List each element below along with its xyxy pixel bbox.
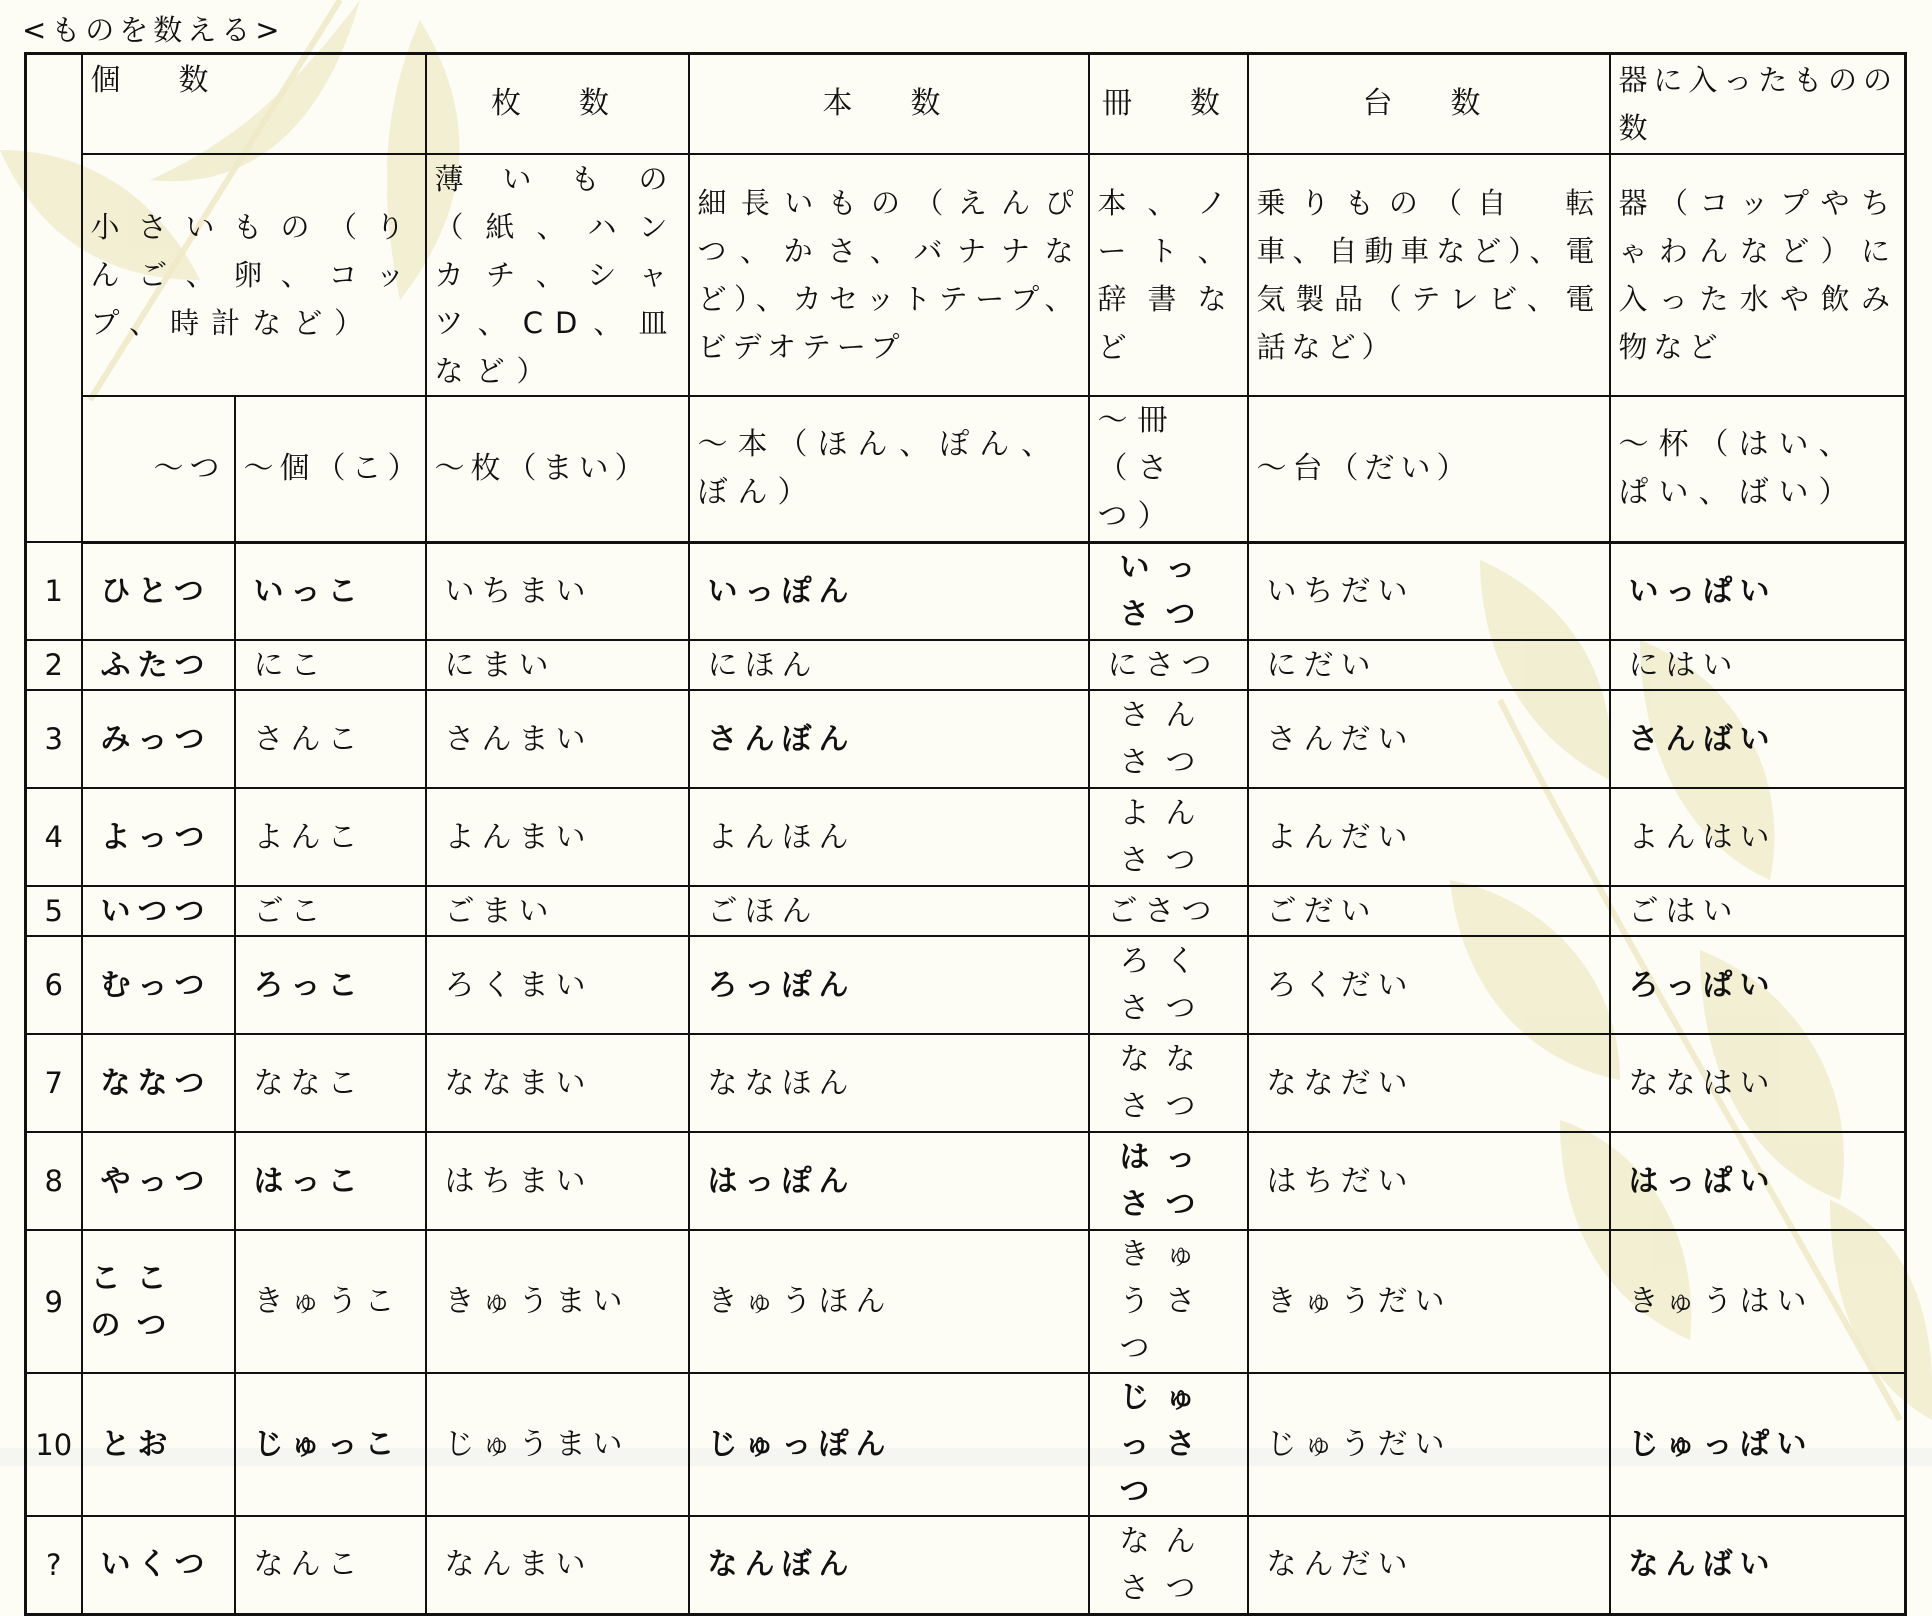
- header-haisuu: 器に入ったものの数: [1610, 54, 1906, 154]
- row-number: 8: [26, 1132, 82, 1230]
- desc-honsuu: 細長いもの（えんぴつ、かさ、バナナなど）、カセットテープ、ビデオテープ: [689, 154, 1089, 396]
- count-tsu: いくつ: [82, 1516, 235, 1614]
- row-number: 7: [26, 1034, 82, 1132]
- count-mai: なんまい: [426, 1516, 689, 1614]
- count-hon: さんぼん: [689, 690, 1089, 788]
- count-satsu: ろくさつ: [1089, 936, 1248, 1034]
- header-daisuu: 台 数: [1248, 54, 1610, 154]
- count-satsu: きゅうさつ: [1089, 1230, 1248, 1373]
- count-ko: ごこ: [235, 886, 426, 936]
- count-dai: ごだい: [1248, 886, 1610, 936]
- table-row: [26, 690, 1906, 788]
- count-hai: なんばい: [1610, 1516, 1906, 1614]
- row-number: 1: [26, 542, 82, 640]
- count-satsu: なんさつ: [1089, 1516, 1248, 1614]
- count-hai: はっぱい: [1610, 1132, 1906, 1230]
- count-satsu: はっさつ: [1089, 1132, 1248, 1230]
- table-caption: <ものを数える>: [22, 13, 285, 47]
- count-tsu: ふたつ: [82, 640, 235, 690]
- count-dai: にだい: [1248, 640, 1610, 690]
- count-tsu: よっつ: [82, 788, 235, 886]
- count-ko: さんこ: [235, 690, 426, 788]
- description-row: [26, 154, 1906, 396]
- count-satsu: よんさつ: [1089, 788, 1248, 886]
- desc-maisuu: 薄いもの（紙、ハンカチ、シャツ、CD、皿など）: [426, 154, 689, 396]
- row-number: 2: [26, 640, 82, 690]
- count-dai: じゅうだい: [1248, 1373, 1610, 1516]
- count-tsu: みっつ: [82, 690, 235, 788]
- count-hai: じゅっぱい: [1610, 1373, 1906, 1516]
- count-hon: ごほん: [689, 886, 1089, 936]
- count-satsu: ごさつ: [1089, 886, 1248, 936]
- header-satsusuu: 冊 数: [1089, 54, 1248, 154]
- count-hon: よんほん: [689, 788, 1089, 886]
- count-tsu: ひとつ: [82, 542, 235, 640]
- count-hai: いっぱい: [1610, 542, 1906, 640]
- table-row: [26, 542, 1906, 640]
- desc-daisuu: 乗りもの（自 転車、自動車など）、電気製品（テレビ、電話など）: [1248, 154, 1610, 396]
- counter-row: [26, 396, 1906, 543]
- count-hon: なんぼん: [689, 1516, 1089, 1614]
- count-hon: ななほん: [689, 1034, 1089, 1132]
- count-dai: なんだい: [1248, 1516, 1610, 1614]
- counter-hon: ～本（ほん、ぽん、ぼん）: [689, 396, 1089, 543]
- count-tsu: ななつ: [82, 1034, 235, 1132]
- counter-satsu: ～冊（さつ）: [1089, 396, 1248, 543]
- count-tsu: ここのつ: [82, 1230, 235, 1373]
- row-number: 9: [26, 1230, 82, 1373]
- header-maisuu: 枚 数: [426, 54, 689, 154]
- count-ko: よんこ: [235, 788, 426, 886]
- count-ko: きゅうこ: [235, 1230, 426, 1373]
- counter-tsu: ～つ: [82, 396, 235, 543]
- header-row: [26, 54, 1906, 154]
- counter-hai: ～杯（はい、ぱい、ばい）: [1610, 396, 1906, 543]
- count-ko: ろっこ: [235, 936, 426, 1034]
- count-satsu: ななさつ: [1089, 1034, 1248, 1132]
- count-hai: ななはい: [1610, 1034, 1906, 1132]
- count-hai: にはい: [1610, 640, 1906, 690]
- counter-dai: ～台（だい）: [1248, 396, 1610, 543]
- count-mai: よんまい: [426, 788, 689, 886]
- count-mai: さんまい: [426, 690, 689, 788]
- row-number: 5: [26, 886, 82, 936]
- table-row: [26, 886, 1906, 936]
- count-tsu: やっつ: [82, 1132, 235, 1230]
- count-mai: ろくまい: [426, 936, 689, 1034]
- table-row: [26, 788, 1906, 886]
- count-mai: いちまい: [426, 542, 689, 640]
- row-number: 10: [26, 1373, 82, 1516]
- count-dai: きゅうだい: [1248, 1230, 1610, 1373]
- counter-table: [24, 52, 1907, 1616]
- counter-ko: ～個（こ）: [235, 396, 426, 543]
- count-hai: きゅうはい: [1610, 1230, 1906, 1373]
- count-dai: はちだい: [1248, 1132, 1610, 1230]
- header-kosuu: 個 数: [82, 54, 426, 154]
- count-satsu: にさつ: [1089, 640, 1248, 690]
- table-row: [26, 1516, 1906, 1614]
- count-ko: はっこ: [235, 1132, 426, 1230]
- count-hon: にほん: [689, 640, 1089, 690]
- counter-mai: ～枚（まい）: [426, 396, 689, 543]
- count-dai: さんだい: [1248, 690, 1610, 788]
- count-mai: ななまい: [426, 1034, 689, 1132]
- desc-kosuu: 小さいもの（りんご、卵、コップ、時計など）: [82, 154, 426, 396]
- desc-haisuu: 器（コップやちゃわんなど）に入った水や飲み物など: [1610, 154, 1906, 396]
- table-row: [26, 1230, 1906, 1373]
- row-number: ?: [26, 1516, 82, 1614]
- count-mai: はちまい: [426, 1132, 689, 1230]
- row-number: 3: [26, 690, 82, 788]
- desc-satsusuu: 本、ノート、辞書など: [1089, 154, 1248, 396]
- header-honsuu: 本 数: [689, 54, 1089, 154]
- table-row: [26, 1034, 1906, 1132]
- count-ko: じゅっこ: [235, 1373, 426, 1516]
- count-ko: なんこ: [235, 1516, 426, 1614]
- count-tsu: いつつ: [82, 886, 235, 936]
- count-dai: いちだい: [1248, 542, 1610, 640]
- count-satsu: いっさつ: [1089, 542, 1248, 640]
- count-dai: ろくだい: [1248, 936, 1610, 1034]
- count-hon: ろっぽん: [689, 936, 1089, 1034]
- count-ko: いっこ: [235, 542, 426, 640]
- count-ko: にこ: [235, 640, 426, 690]
- count-hai: ろっぱい: [1610, 936, 1906, 1034]
- table-row: [26, 1132, 1906, 1230]
- count-dai: ななだい: [1248, 1034, 1610, 1132]
- count-satsu: じゅっさつ: [1089, 1373, 1248, 1516]
- count-mai: きゅうまい: [426, 1230, 689, 1373]
- count-mai: ごまい: [426, 886, 689, 936]
- row-number: 6: [26, 936, 82, 1034]
- count-hon: はっぽん: [689, 1132, 1089, 1230]
- count-hon: きゅうほん: [689, 1230, 1089, 1373]
- count-hon: じゅっぽん: [689, 1373, 1089, 1516]
- count-hai: よんはい: [1610, 788, 1906, 886]
- count-hai: ごはい: [1610, 886, 1906, 936]
- count-hon: いっぽん: [689, 542, 1089, 640]
- count-hai: さんばい: [1610, 690, 1906, 788]
- count-satsu: さんさつ: [1089, 690, 1248, 788]
- table-row: [26, 936, 1906, 1034]
- count-mai: じゅうまい: [426, 1373, 689, 1516]
- table-row: [26, 640, 1906, 690]
- row-number: 4: [26, 788, 82, 886]
- table-row: [26, 1373, 1906, 1516]
- count-tsu: とお: [82, 1373, 235, 1516]
- corner-cell: [26, 54, 82, 543]
- count-ko: ななこ: [235, 1034, 426, 1132]
- count-mai: にまい: [426, 640, 689, 690]
- count-dai: よんだい: [1248, 788, 1610, 886]
- count-tsu: むっつ: [82, 936, 235, 1034]
